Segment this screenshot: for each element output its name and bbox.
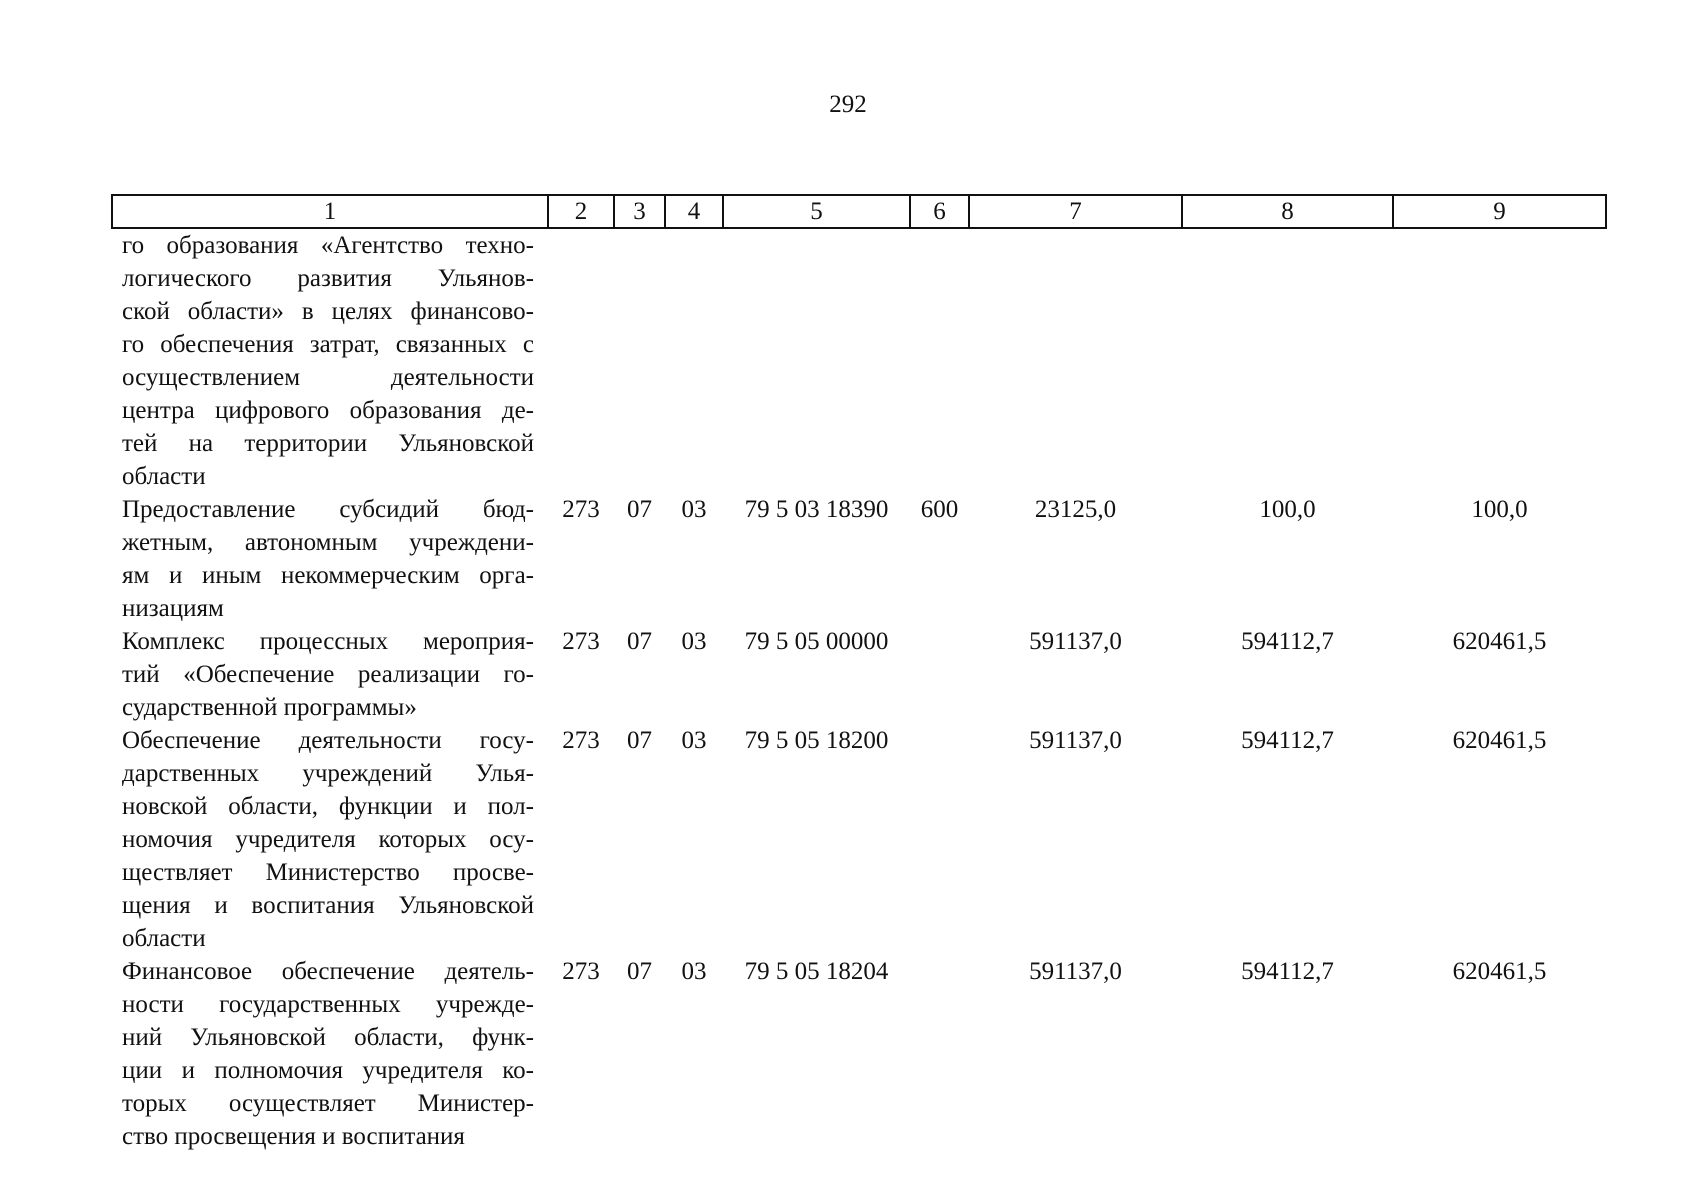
table-row <box>112 228 1606 493</box>
row-name-line: Предоставление субсидий бюд- <box>122 496 534 523</box>
row-name-line: ям и иным некоммерческим орга- <box>122 562 534 589</box>
header-col-3: 3 <box>614 195 665 228</box>
cell-amount-col8: 594112,7 <box>1241 958 1334 985</box>
cell-admin-code: 273 <box>562 496 600 523</box>
cell-target-article <box>723 228 910 493</box>
cell-section <box>614 228 665 493</box>
row-name-line: логического развития Ульянов- <box>122 265 534 292</box>
cell-amount-col9: 620461,5 <box>1452 727 1547 754</box>
row-name-line: новской области, функции и пол- <box>122 793 534 820</box>
row-name-line: низациям <box>122 595 224 622</box>
row-name-line: дарственных учреждений Улья- <box>122 760 534 787</box>
row-name-line: Комплекс процессных мероприя- <box>122 628 534 655</box>
cell-section: 07 <box>627 496 652 523</box>
cell-amount-col9: 620461,5 <box>1452 958 1547 985</box>
cell-expense-type: 600 <box>920 496 959 523</box>
header-col-9: 9 <box>1393 195 1606 228</box>
cell-amount-col9: 100,0 <box>1471 496 1528 523</box>
cell-amount-col7 <box>969 228 1182 493</box>
row-name-line: области <box>122 925 206 952</box>
row-name-line: Финансовое обеспечение деятель- <box>122 958 534 985</box>
header-col-4: 4 <box>665 195 723 228</box>
row-name-line: осуществлением деятельности <box>122 364 534 391</box>
table-body <box>112 228 1606 1153</box>
row-name-line: ществляет Министерство просве- <box>122 859 534 886</box>
cell-amount-col7: 591137,0 <box>1029 958 1122 985</box>
row-name-line: ний Ульяновской области, функ- <box>122 1024 534 1051</box>
cell-target-article: 79 5 05 18200 <box>744 727 889 754</box>
row-name-line: ство просвещения и воспитания <box>122 1123 465 1150</box>
cell-amount-col8: 100,0 <box>1259 496 1316 523</box>
cell-subsection: 03 <box>681 727 707 754</box>
budget-table <box>111 194 1607 1153</box>
cell-target-article: 79 5 05 18204 <box>744 958 889 985</box>
header-col-1: 1 <box>112 195 548 228</box>
table-header <box>112 195 1606 228</box>
row-name-line: ности государственных учрежде- <box>122 991 534 1018</box>
cell-section: 07 <box>627 628 652 655</box>
table-row <box>112 724 1606 955</box>
cell-target-article: 79 5 03 18390 <box>744 496 889 523</box>
cell-admin-code: 273 <box>562 628 600 655</box>
row-name-line: жетным, автономным учреждени- <box>122 529 534 556</box>
header-col-2: 2 <box>548 195 614 228</box>
table-row <box>112 625 1606 724</box>
cell-subsection <box>665 228 723 493</box>
cell-amount-col8: 594112,7 <box>1241 628 1334 655</box>
header-col-6: 6 <box>910 195 969 228</box>
cell-target-article: 79 5 05 00000 <box>744 628 889 655</box>
cell-section: 07 <box>627 958 652 985</box>
table-row <box>112 955 1606 1153</box>
row-name-line: номочия учредителя которых осу- <box>122 826 534 853</box>
row-name-line: ской области» в целях финансово- <box>122 298 534 325</box>
row-name-line: го образования «Агентство техно- <box>122 232 534 259</box>
cell-admin-code: 273 <box>562 727 600 754</box>
cell-amount-col9 <box>1393 228 1606 493</box>
cell-subsection: 03 <box>681 496 707 523</box>
table-row <box>112 493 1606 625</box>
header-row <box>112 195 1606 228</box>
page-number: 292 <box>829 91 867 118</box>
cell-admin-code <box>548 228 614 493</box>
cell-expense-type <box>910 955 969 1153</box>
cell-subsection: 03 <box>681 628 707 655</box>
cell-amount-col8: 594112,7 <box>1241 727 1334 754</box>
cell-amount-col8 <box>1182 228 1393 493</box>
row-name-line: го обеспечения затрат, связанных с <box>122 331 534 358</box>
header-col-5: 5 <box>723 195 910 228</box>
cell-section: 07 <box>627 727 652 754</box>
row-name <box>112 724 548 955</box>
row-name <box>112 228 548 493</box>
row-name <box>112 625 548 724</box>
row-name-line: тей на территории Ульяновской <box>122 430 534 457</box>
cell-amount-col7: 23125,0 <box>1034 496 1117 523</box>
cell-expense-type <box>910 625 969 724</box>
row-name <box>112 493 548 625</box>
cell-admin-code: 273 <box>562 958 600 985</box>
row-name-line: Обеспечение деятельности госу- <box>122 727 534 754</box>
cell-amount-col9: 620461,5 <box>1452 628 1547 655</box>
row-name-line: сударственной программы» <box>122 694 417 721</box>
row-name-line: щения и воспитания Ульяновской <box>122 892 534 919</box>
header-col-7: 7 <box>969 195 1182 228</box>
cell-expense-type <box>910 724 969 955</box>
row-name-line: торых осуществляет Министер- <box>122 1090 534 1117</box>
row-name-line: тий «Обеспечение реализации го- <box>122 661 534 688</box>
row-name-line: ции и полномочия учредителя ко- <box>122 1057 534 1084</box>
row-name-line: области <box>122 463 206 490</box>
row-name-line: центра цифрового образования де- <box>122 397 534 424</box>
cell-amount-col7: 591137,0 <box>1029 727 1122 754</box>
row-name <box>112 955 548 1153</box>
header-col-8: 8 <box>1182 195 1393 228</box>
cell-subsection: 03 <box>681 958 707 985</box>
cell-amount-col7: 591137,0 <box>1029 628 1122 655</box>
cell-expense-type <box>910 228 969 493</box>
